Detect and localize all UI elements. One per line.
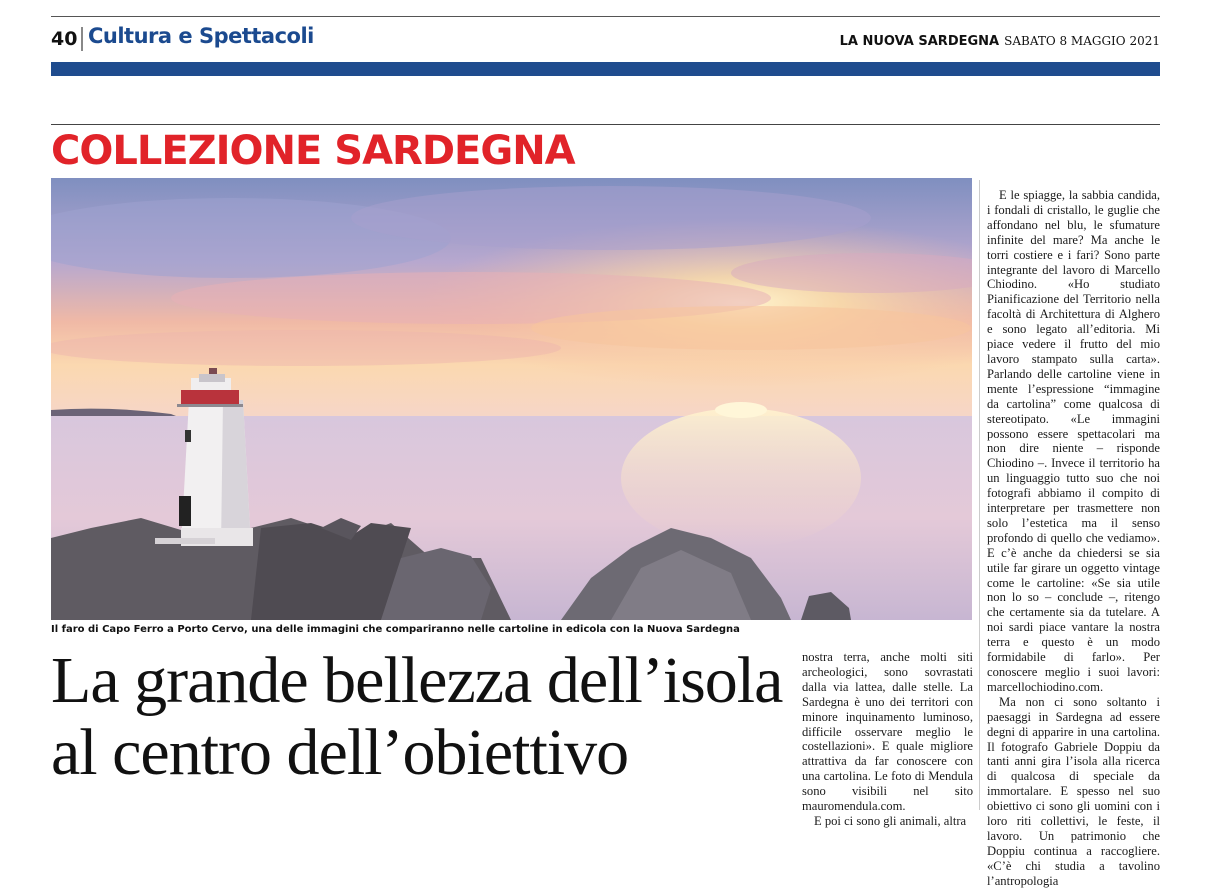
- article-paragraph: E poi ci sono gli animali, altra: [814, 813, 967, 828]
- photo-caption: Il faro di Capo Ferro a Porto Cervo, una delle immagini che compariranno nelle cartoline in edicola con la Nuova Sardegna: [51, 624, 740, 635]
- headline: [51, 645, 801, 789]
- article-column-2: [987, 188, 1160, 889]
- article-paragraph: Ma non ci sono soltanto i paesaggi in Sardegna ad essere degni di apparire in una cartolina. Il fotografo Gabriele Doppiu da tanti anni gira l’isola alla ricerca di qualcosa di speciale da immortalare. E spesso nel suo obiettivo ci sono gli uomini con i loro riti collettivi, le feste, il lavoro. Un patrimonio che Doppiu continua a raccogliere. «C’è chi studia a tavolino l’antropologia: [987, 694, 1160, 888]
- article-paragraph: E le spiagge, la sabbia candida, i fondali di cristallo, le guglie che affondano nel blu, le sfumature infinite del mare? Ma anche le torri costiere e i fari? Sono parte integrante del lavoro di Marcello Chiodino. «Ho studiato Pianificazione del Territorio nella facoltà di Architettura di Alghero e sono legato all’editoria. Mi piace vedere il frutto del mio lavoro stampato sulla carta». Parlando delle cartoline viene in mente l’espressione “immagine da cartolina” come qualcosa di stereotipato. «Le immagini possono essere spettacolari ma non dire niente – risponde Chiodino –. Invece il territorio ha un linguaggio tutto suo che noi fotografi abbiamo il compito di interpretare per trasmettere non solo l’estetica ma il senso profondo di quello che vediamo». E c’è anche da chiedersi se sia utile far girare un oggetto vintage come le cartoline: «Se sia utile non lo so – conclude –, ritengo che certamente sia da tutelare. A noi sardi piace vantare la nostra terra e questo è un modo formidabile di farlo». Per conoscere meglio i suoi lavori: marcellochiodino.com.: [987, 188, 1160, 694]
- column-divider: [979, 180, 980, 810]
- section-divider: [81, 27, 83, 51]
- page-number: 40: [51, 28, 78, 50]
- kicker: COLLEZIONE SARDEGNA: [51, 128, 575, 174]
- masthead: [840, 34, 1160, 49]
- article-column-1: [802, 650, 973, 829]
- section-title: Cultura e Spettacoli: [88, 24, 314, 48]
- lighthouse-photo: [51, 178, 972, 620]
- newspaper-name: LA NUOVA SARDEGNA: [839, 34, 1000, 49]
- kicker-rule: [51, 124, 1160, 125]
- top-rule: [51, 16, 1160, 17]
- headline-line-2: al centro dell’obiettivo: [51, 716, 629, 789]
- article-paragraph: nostra terra, anche molti siti archeologici, sono sovrastati dalla via lattea, dalle stelle. La Sardegna è uno dei territori con minore inquinamento luminoso, difficile osservare meglio le costellazioni». E quale migliore attrattiva da far conoscere con una cartolina. Le foto di Mendula sono visibili nel sito mauromendula.com.: [802, 650, 973, 814]
- header-band: [51, 62, 1160, 76]
- issue-date: SABATO 8 MAGGIO 2021: [1004, 34, 1160, 48]
- headline-line-1: La grande bellezza dell’isola: [51, 644, 783, 717]
